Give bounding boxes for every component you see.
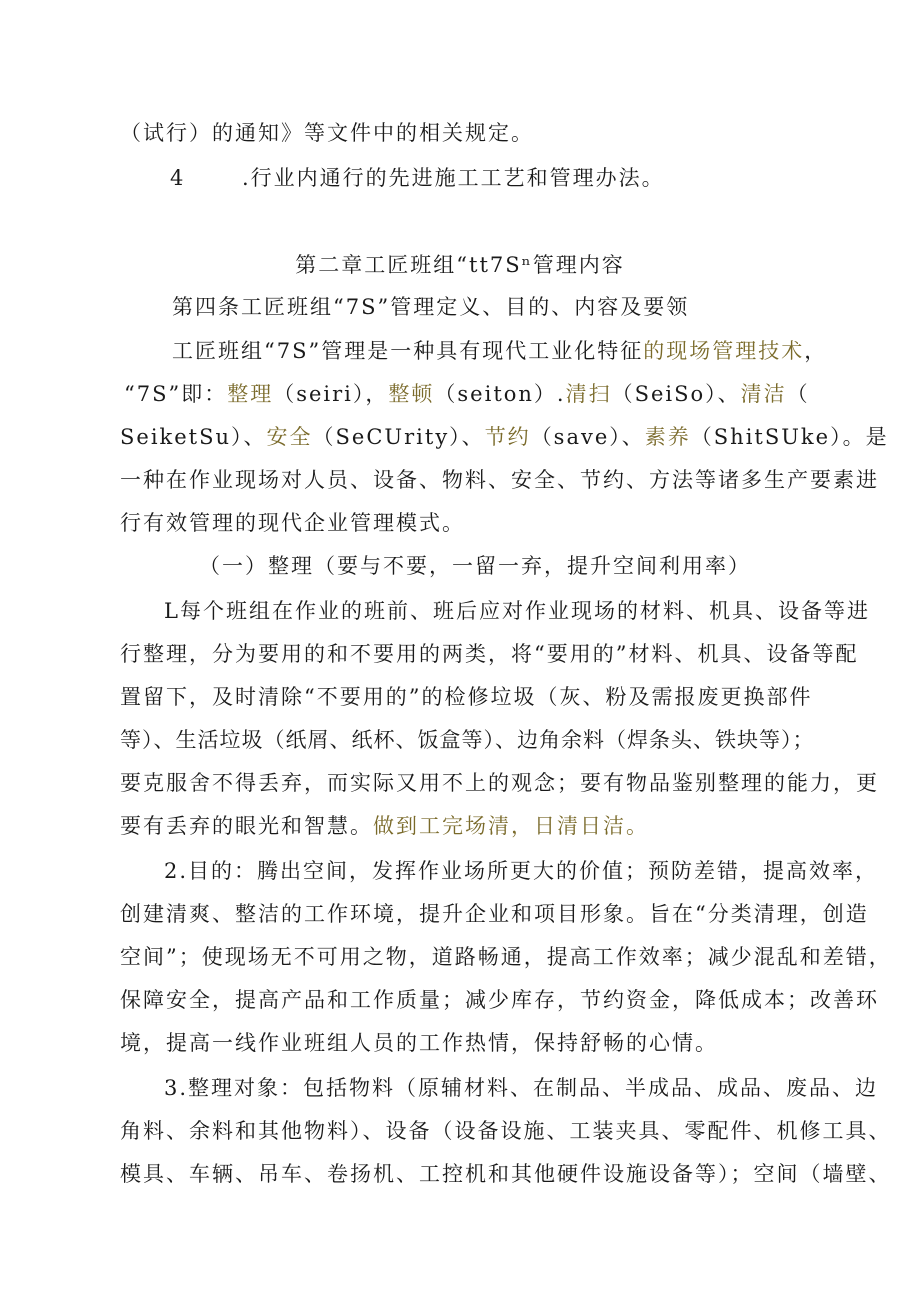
text-run: 要有丢弃的眼光和智慧。: [120, 814, 373, 838]
definition-line-2: [124, 379, 810, 409]
text-run: （SeCUrity）、: [312, 425, 485, 449]
text-run: （ShitSUke）。是: [690, 425, 889, 449]
highlighted-term: 的现场管理技术: [643, 339, 805, 363]
text-run: （seiri），: [273, 382, 389, 406]
highlighted-term: 做到工完场清，日清日洁。: [373, 814, 649, 838]
intro-line: （试行）的通知》等文件中的相关规定。: [120, 121, 534, 145]
list-item-number: 4: [170, 166, 186, 190]
paragraph-line: [120, 811, 649, 841]
paragraph-line: 等）、生活垃圾（纸屑、纸杯、饭盒等）、边角余料（焊条头、铁块等）；: [120, 728, 815, 752]
paragraph-line: 3.整理对象：包括物料（原辅材料、在制品、半成品、成品、废品、边: [164, 1076, 879, 1100]
text-run: “7S”即：: [124, 382, 228, 406]
section-heading: （一）整理（要与不要，一留一弃，提升空间利用率）: [199, 554, 751, 578]
text-run: （SeiSo）、: [611, 382, 741, 406]
highlighted-term: 清洁: [740, 382, 787, 406]
highlighted-term: 素养: [644, 425, 691, 449]
paragraph-line: 角料、余料和其他物料）、设备（设备设施、工装夹具、零配件、机修工具、: [120, 1119, 892, 1143]
text-run: SeiketSu）、: [120, 425, 267, 449]
article-title: 第四条工匠班组“7S”管理定义、目的、内容及要领: [172, 295, 690, 319]
highlighted-term: 安全: [266, 425, 313, 449]
highlighted-term: 清扫: [565, 382, 612, 406]
highlighted-term: 节约: [484, 425, 531, 449]
definition-line-1: [172, 336, 827, 366]
list-item-4: [120, 163, 920, 193]
paragraph-line: 创建清爽、整洁的工作环境，提升企业和项目形象。旨在“分类清理，创造: [120, 902, 869, 926]
text-run: （save）、: [530, 425, 645, 449]
paragraph-line: 2.目的：腾出空间，发挥作业场所更大的价值；预防差错，提高效率，: [164, 859, 879, 883]
highlighted-term: 整理: [227, 382, 274, 406]
text-run: ，: [804, 339, 828, 363]
text-run: （: [786, 382, 810, 406]
definition-line-3: [120, 422, 889, 452]
text-run: （seiton）.: [434, 382, 566, 406]
definition-line-4: 一种在作业现场对人员、设备、物料、安全、节约、方法等诸多生产要素进: [120, 468, 879, 492]
paragraph-line: 行整理，分为要用的和不要用的两类，将“要用的”材料、机具、设备等配: [120, 642, 859, 666]
paragraph-line: 要克服舍不得丢弃，而实际又用不上的观念；要有物品鉴别整理的能力，更: [120, 771, 879, 795]
list-item-text: .行业内通行的先进施工工艺和管理办法。: [242, 166, 665, 190]
chapter-title: 第二章工匠班组“tt7Sⁿ管理内容: [295, 253, 625, 277]
paragraph-line: 境，提高一线作业班组人员的工作热情，保持舒畅的心情。: [120, 1031, 718, 1055]
definition-line-5: 行有效管理的现代企业管理模式。: [120, 511, 465, 535]
paragraph-line: 模具、车辆、吊车、卷扬机、工控机和其他硬件设施设备等）；空间（墙壁、: [120, 1162, 892, 1186]
paragraph-line: L每个班组在作业的班前、班后应对作业现场的材料、机具、设备等进: [164, 599, 870, 623]
paragraph-line: 置留下，及时清除“不要用的”的检修垃圾（灰、粉及需报废更换部件: [120, 685, 813, 709]
highlighted-term: 整顿: [388, 382, 435, 406]
text-run: 工匠班组“7S”管理是一种具有现代工业化特征: [172, 339, 644, 363]
paragraph-line: 保障安全，提高产品和工作质量；减少库存，节约资金，降低成本；改善环: [120, 988, 879, 1012]
paragraph-line: 空间”；使现场无不可用之物，道路畅通，提高工作效率；减少混乱和差错，: [120, 945, 892, 969]
